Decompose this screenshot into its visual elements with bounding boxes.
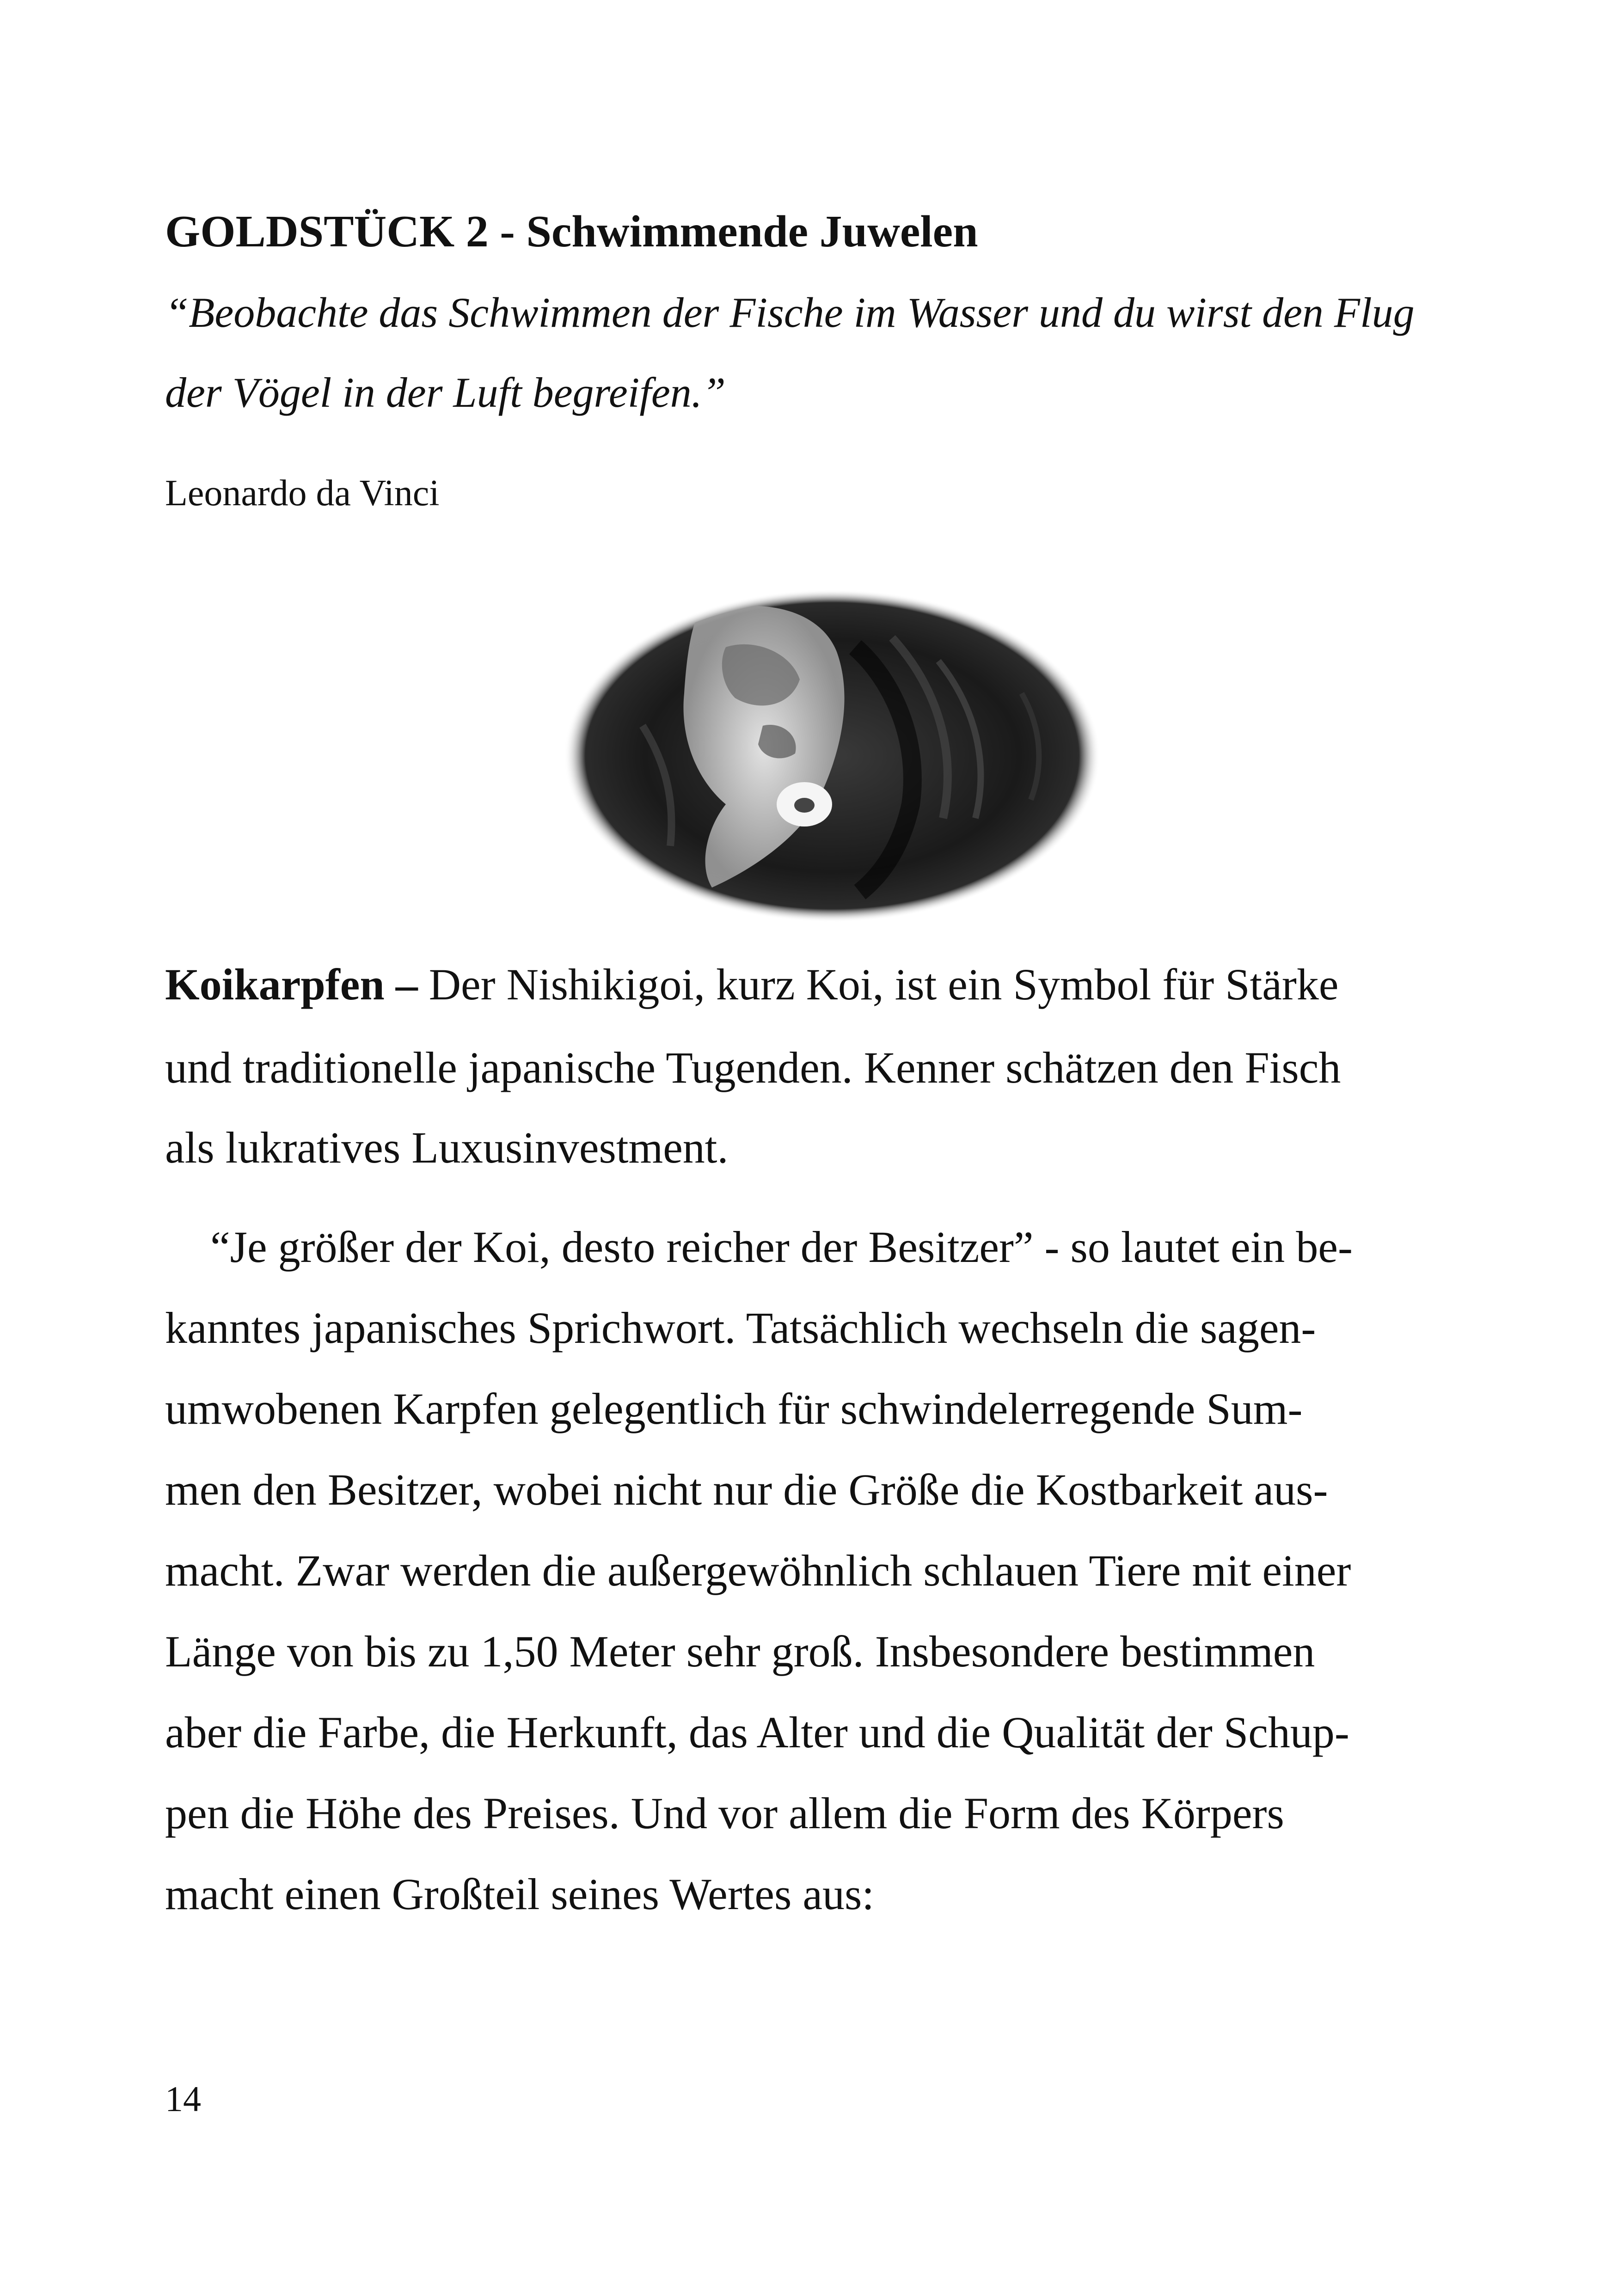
epigraph-author: Leonardo da Vinci bbox=[165, 473, 440, 514]
epigraph-line-1: “Beobachte das Schwimmen der Fische im Wasser und du wirst den Flug bbox=[165, 289, 1415, 336]
paragraph-1-line-3: als lukratives Luxusinvestment. bbox=[165, 1123, 729, 1172]
page-number: 14 bbox=[165, 2079, 201, 2119]
paragraph-1-line-1 bbox=[165, 962, 1338, 1007]
paragraph-1-lead: Koikarpfen – bbox=[165, 960, 418, 1009]
paragraph-2-line-3: umwobenen Karpfen gelegentlich für schwindelerregende Sum- bbox=[165, 1384, 1303, 1433]
koi-fish-image bbox=[559, 587, 1105, 925]
paragraph-2-line-9: macht einen Großteil seines Wertes aus: bbox=[165, 1869, 875, 1919]
paragraph-2-line-6: Länge von bis zu 1,50 Meter sehr groß. Insbesondere bestimmen bbox=[165, 1627, 1315, 1676]
paragraph-2-line-7: aber die Farbe, die Herkunft, das Alter und die Qualität der Schup- bbox=[165, 1708, 1349, 1757]
chapter-heading: GOLDSTÜCK 2 - Schwimmende Juwelen bbox=[165, 207, 978, 257]
epigraph-line-2: der Vögel in der Luft begreifen.” bbox=[165, 369, 726, 416]
paragraph-2-line-5: macht. Zwar werden die außergewöhnlich schlauen Tiere mit einer bbox=[165, 1546, 1351, 1595]
paragraph-1-line-1-text: Der Nishikigoi, kurz Koi, ist ein Symbol für Stärke bbox=[417, 960, 1339, 1009]
paragraph-1-line-2: und traditionelle japanische Tugenden. Kenner schätzen den Fisch bbox=[165, 1043, 1341, 1092]
koi-mouth-opening bbox=[794, 798, 815, 813]
paragraph-2-line-1: “Je größer der Koi, desto reicher der Besitzer” - so lautet ein be- bbox=[210, 1222, 1353, 1272]
paragraph-2-line-8: pen die Höhe des Preises. Und vor allem die Form des Körpers bbox=[165, 1788, 1284, 1838]
paragraph-2-line-2: kanntes japanisches Sprichwort. Tatsächlich wechseln die sagen- bbox=[165, 1303, 1316, 1353]
paragraph-2-line-4: men den Besitzer, wobei nicht nur die Größe die Kostbarkeit aus- bbox=[165, 1465, 1328, 1514]
